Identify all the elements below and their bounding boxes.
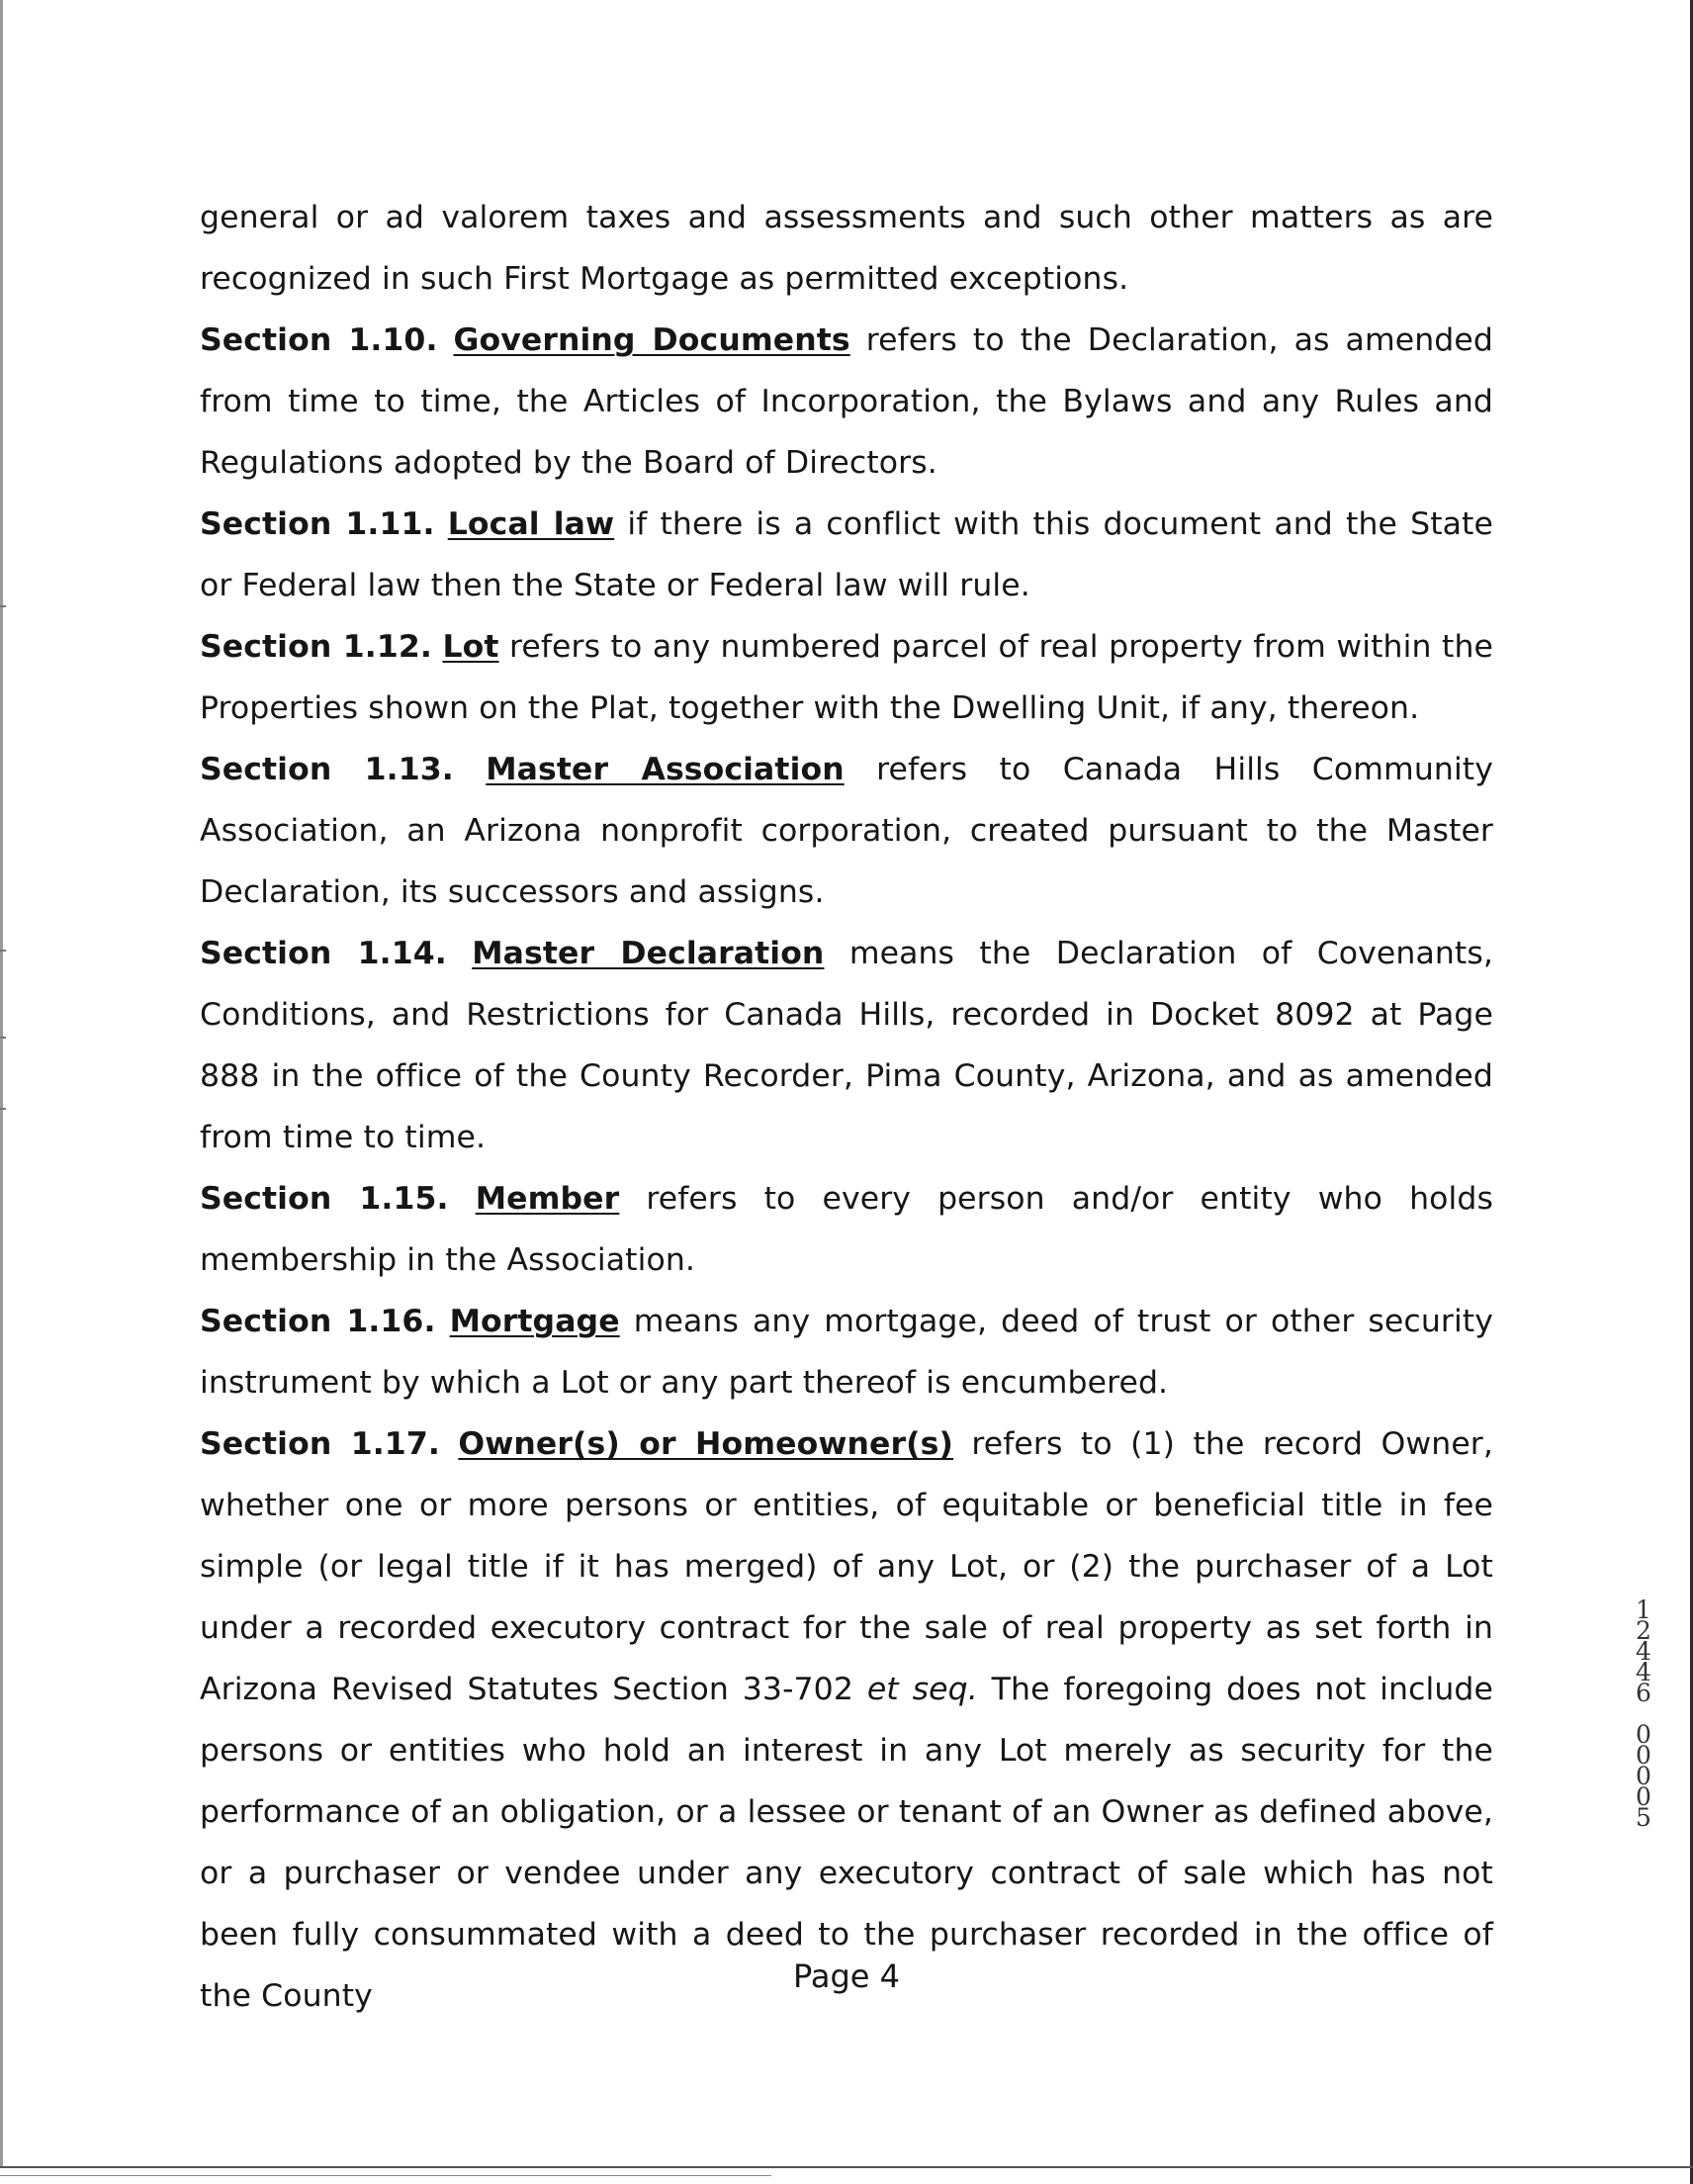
section-term: Master Association xyxy=(486,752,845,787)
section-text-italic: et seq. xyxy=(866,1672,978,1707)
section-number: Section 1.12. xyxy=(200,629,432,665)
scan-margin-tick xyxy=(0,605,6,607)
section-number: Section 1.15. xyxy=(200,1181,449,1217)
section-text: refers to (1) the record Owner, whether one or more persons or entities, of equitable or beneficial title in fee simple (or legal title if it has merged) of any Lot, or (2) the purchaser of a Lot under a recorded executory contract for the sale of real property as set forth in Arizona Revised Statutes Section 33-702 xyxy=(200,1426,1493,1707)
section-1-10 xyxy=(200,310,1493,494)
section-text: means the Declaration of Covenants, Conditions, and Restrictions for Canada Hills, recorded in Docket 8092 at Page 888 in the office of the County Recorder, Pima County, Arizona, and as amended from time to time. xyxy=(200,936,1494,1155)
document-body xyxy=(200,187,1493,2027)
scan-bottom-edge-secondary xyxy=(0,2175,771,2176)
section-1-11 xyxy=(200,494,1493,616)
section-text: refers to every person and/or entity who holds membership in the Association. xyxy=(200,1181,1493,1278)
section-term: Member xyxy=(475,1181,620,1217)
section-term: Governing Documents xyxy=(453,322,850,358)
section-1-14 xyxy=(200,923,1493,1168)
section-number: Section 1.11. xyxy=(200,506,435,542)
section-number: Section 1.16. xyxy=(200,1304,436,1339)
section-text: refers to Canada Hills Community Association, an Arizona nonprofit corporation, created pursuant to the Master Declaration, its successors and assigns. xyxy=(200,752,1493,910)
section-1-17 xyxy=(200,1413,1493,2027)
section-term: Owner(s) or Homeowner(s) xyxy=(458,1426,953,1462)
section-1-13 xyxy=(200,739,1493,923)
docket-stamp: 1 2 4 4 6 0 0 0 0 5 xyxy=(1636,1595,1651,1832)
scan-margin-tick xyxy=(0,1108,6,1110)
continuation-paragraph: general or ad valorem taxes and assessments and such other matters as are recognized in such First Mortgage as permitted exceptions. xyxy=(200,200,1493,297)
section-text-continued: The foregoing does not include persons or entities who hold an interest in any Lot merely as security for the performance of an obligation, or a lessee or tenant of an Owner as defined above, or a purchaser or vendee under any executory contract of sale which has not been fully consummated with a deed to the purchaser recorded in the office of the County xyxy=(200,1672,1493,2014)
section-1-15 xyxy=(200,1168,1493,1291)
section-text: means any mortgage, deed of trust or other security instrument by which a Lot or any part thereof is encumbered. xyxy=(200,1304,1493,1401)
section-term: Lot xyxy=(442,629,499,665)
scan-margin-tick xyxy=(0,950,6,952)
section-text: refers to the Declaration, as amended from time to time, the Articles of Incorporation, the Bylaws and any Rules and Regulations adopted by the Board of Directors. xyxy=(200,322,1493,481)
page-number: Page 4 xyxy=(793,1957,900,1995)
section-number: Section 1.13. xyxy=(200,752,454,787)
section-number: Section 1.17. xyxy=(200,1426,440,1462)
section-1-16 xyxy=(200,1291,1493,1413)
section-term: Mortgage xyxy=(449,1304,620,1339)
scan-left-edge xyxy=(0,0,3,2166)
scan-margin-tick xyxy=(0,1037,6,1039)
section-1-12 xyxy=(200,616,1493,739)
section-number: Section 1.10. xyxy=(200,322,438,358)
section-text: if there is a conflict with this document and the State or Federal law then the State or Federal law will rule. xyxy=(200,506,1493,603)
section-term: Master Declaration xyxy=(472,936,825,971)
section-number: Section 1.14. xyxy=(200,936,447,971)
section-text: refers to any numbered parcel of real property from within the Properties shown on the Plat, together with the Dwelling Unit, if any, thereon. xyxy=(200,629,1494,726)
scan-bottom-edge xyxy=(0,2166,1693,2168)
section-term: Local law xyxy=(447,506,615,542)
